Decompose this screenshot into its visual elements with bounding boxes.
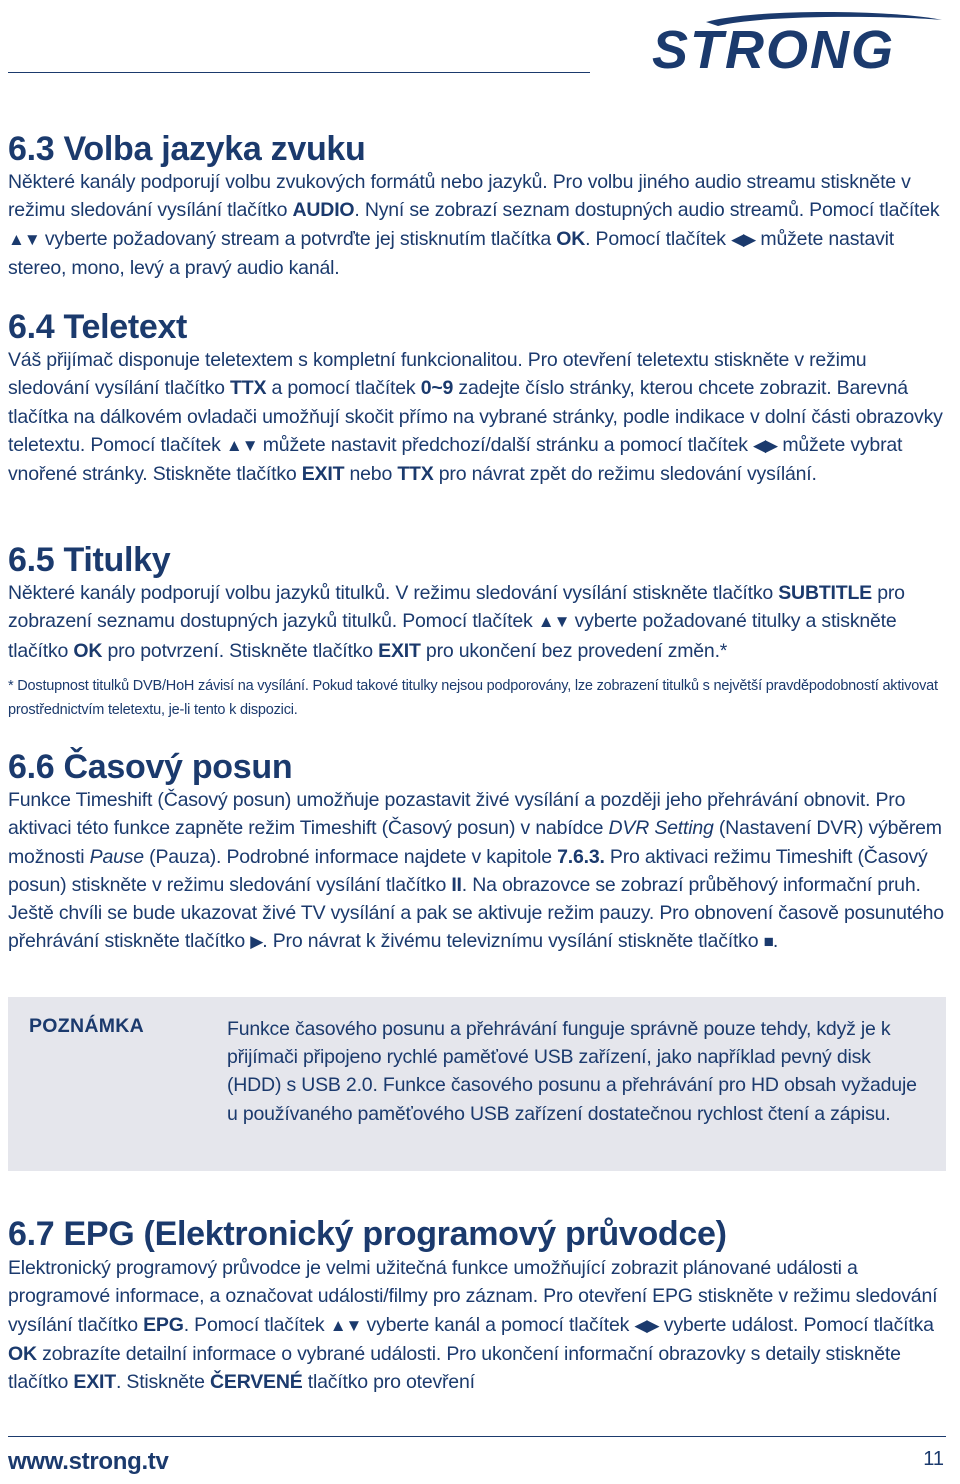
section-6-3-text: Některé kanály podporují volbu zvukových formátů nebo jazyků. Pro volbu jiného audio streamu stiskněte v režimu sledování vysílání tlačítko AUDIO. Nyní se zobrazí seznam dostupných audio streamů. Pomocí tlačítek ▲▼ vyberte požadovaný stream a potvrďte jej stisknutím tlačítka OK. Pomocí tlačítek ◀▶ můžete nastavit stereo, mono, levý a pravý audio kanál.: [8, 171, 940, 279]
left-right-arrows-icon: ◀▶: [752, 435, 778, 455]
section-6-6-text: Funkce Timeshift (Časový posun) umožňuje pozastavit živé vysílání a později jeho přehrávání obnovit. Pro aktivaci této funkce zapněte režim Timeshift (Časový posun) v nabídce DVR Setting (Nastavení DVR) výběrem možnosti Pause (Pauza). Podrobné informace najdete v kapitole 7.6.3. Pro aktivaci režimu Timeshift (Časový posun) stiskněte v režimu sledování vysílání tlačítko II. Na obrazovce se zobrazí průběhový informační pruh. Ještě chvíli se bude ukazovat živé TV vysílání a pak se aktivuje režim pauzy. Pro obnovení časově posunutého přehrávání stiskněte tlačítko ▶. Pro návrat k živému televiznímu vysílání stiskněte tlačítko ■.: [8, 789, 944, 953]
section-title-6-7: 6.7 EPG (Elektronický programový průvodce): [8, 1215, 727, 1253]
note-text: Funkce časového posunu a přehrávání funguje správně pouze tehdy, když je k přijímači připojeno rychlé paměťové USB zařízení, jako například pevný disk (HDD) s USB 2.0. Funkce časového posunu a přehrávání pro HD obsah vyžaduje u používaného paměťového USB zařízení dostatečnou rychlost čtení a zápisu.: [227, 1018, 917, 1125]
page-number: 11: [923, 1448, 944, 1470]
footer-website-link[interactable]: www.strong.tv: [8, 1448, 169, 1475]
up-down-arrows-icon: ▲▼: [225, 435, 258, 455]
left-right-arrows-icon: ◀▶: [731, 229, 756, 249]
up-down-arrows-icon: ▲▼: [8, 229, 40, 249]
section-title-6-5: 6.5 Titulky: [8, 541, 171, 579]
logo-text: STRONG: [652, 20, 896, 74]
left-right-arrows-icon: ◀▶: [634, 1315, 659, 1335]
section-title-6-3: 6.3 Volba jazyka zvuku: [8, 130, 366, 168]
section-title-6-6: 6.6 Časový posun: [8, 748, 293, 786]
subtitle-footnote: * Dostupnost titulků DVB/HoH závisí na vysílání. Pokud takové titulky nejsou podporovány, lze zobrazení titulků s největší pravděpodobností aktivovat prostřednictvím teletextu, je-li tento k dispozici.: [8, 678, 938, 718]
footer-rule: [8, 1436, 946, 1437]
up-down-arrows-icon: ▲▼: [537, 612, 570, 632]
pause-icon: II: [451, 873, 462, 896]
strong-logo: [646, 8, 946, 74]
note-label: POZNÁMKA: [29, 1015, 145, 1037]
section-6-4-text: Váš přijímač disponuje teletextem s kompletní funkcionalitou. Pro otevření teletextu stiskněte v režimu sledování vysílání tlačítko TTX a pomocí tlačítek 0~9 zadejte číslo stránky, kterou chcete zobrazit. Barevná tlačítka na dálkovém ovladači umožňují skočit přímo na vybrané stránky, podle indikace v dolní části obrazovky teletextu. Pomocí tlačítek ▲▼ můžete nastavit předchozí/další stránku a pomocí tlačítek ◀▶ můžete vybrat vnořené stránky. Stiskněte tlačítko EXIT nebo TTX pro návrat zpět do režimu sledování vysílání.: [8, 349, 943, 486]
stop-icon: ■: [763, 932, 773, 952]
up-down-arrows-icon: ▲▼: [329, 1315, 362, 1335]
header-rule: [8, 72, 590, 73]
play-icon: ▶: [250, 932, 263, 952]
section-title-6-4: 6.4 Teletext: [8, 308, 188, 346]
section-6-7-text: Elektronický programový průvodce je velmi užitečná funkce umožňující zobrazit plánované události a programové informace, a označovat události/filmy pro záznam. Pro otevření EPG stiskněte v režimu sledování vysílání tlačítko EPG. Pomocí tlačítek ▲▼ vyberte kanál a pomocí tlačítek ◀▶ vyberte událost. Pomocí tlačítka OK zobrazíte detailní informace o vybrané události. Pro ukončení informační obrazovky s detaily stiskněte tlačítko EXIT. Stiskněte ČERVENÉ tlačítko pro otevření: [8, 1257, 938, 1394]
note-box: [8, 997, 946, 1171]
section-6-5-text: Některé kanály podporují volbu jazyků titulků. V režimu sledování vysílání stiskněte tlačítko SUBTITLE pro zobrazení seznamu dostupných jazyků titulků. Pomocí tlačítek ▲▼ vyberte požadované titulky a stiskněte tlačítko OK pro potvrzení. Stiskněte tlačítko EXIT pro ukončení bez provedení změn.*: [8, 582, 905, 662]
